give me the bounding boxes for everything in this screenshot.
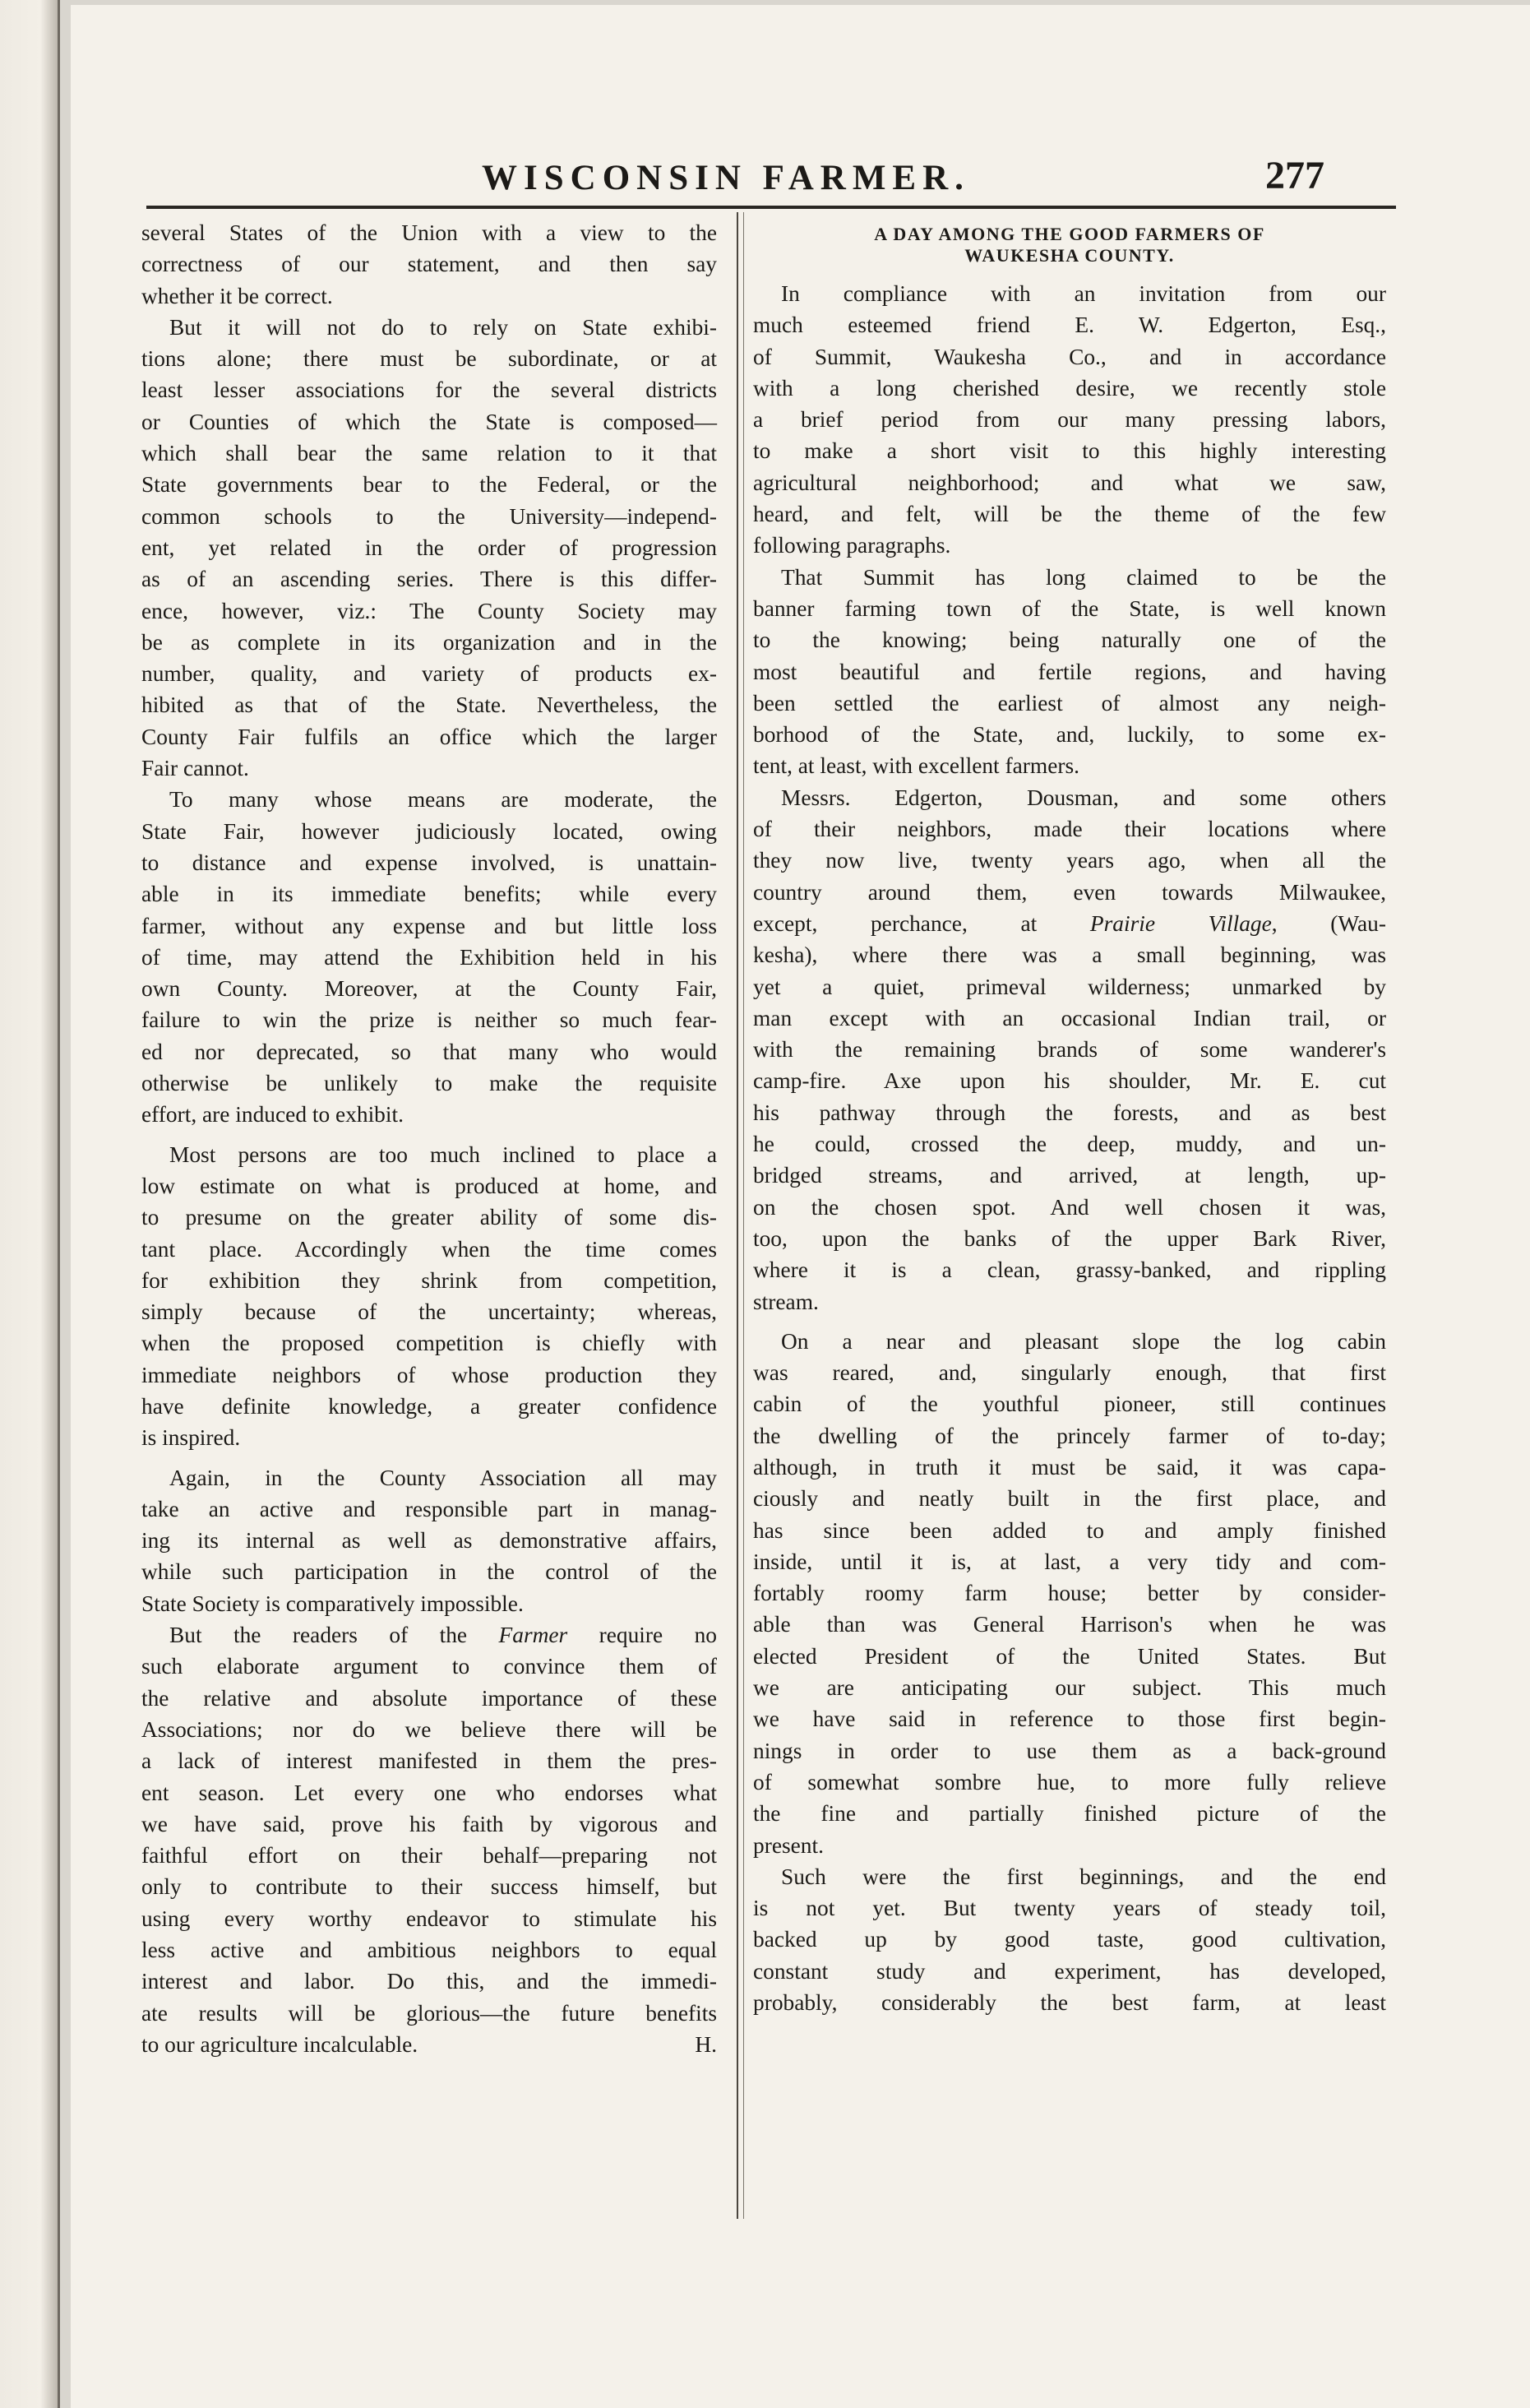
text-line: fortably roomy farm house; better by consider- xyxy=(753,1581,1386,1606)
article-headline: A DAY AMONG THE GOOD FARMERS OF xyxy=(874,224,1265,244)
text-line: stream. xyxy=(753,1289,819,1314)
paragraph-gap xyxy=(141,1131,717,1139)
text-line: a lack of interest manifested in them the pres- xyxy=(141,1748,717,1774)
text-line: take an active and responsible part in manag- xyxy=(141,1496,717,1521)
text-line: State Fair, however judiciously located, owing xyxy=(141,818,717,844)
text-line: ent, yet related in the order of progression xyxy=(141,535,717,560)
text-line: we are anticipating our subject. This much xyxy=(753,1675,1386,1701)
text-line: interest and labor. Do this, and the immedi- xyxy=(141,1969,717,1994)
text-line: State Society is comparatively impossible. xyxy=(141,1591,524,1616)
text-line: we have said, prove his faith by vigorous and xyxy=(141,1811,717,1836)
text-line: nings in order to use them as a back-ground xyxy=(753,1738,1386,1763)
text-line: present. xyxy=(753,1832,824,1858)
text-line: man except with an occasional Indian trail, or xyxy=(753,1005,1386,1030)
text-line: failure to win the prize is neither so much fear- xyxy=(141,1007,717,1033)
text-line: effort, are induced to exhibit. xyxy=(141,1102,404,1128)
text-line: been settled the earliest of almost any neigh- xyxy=(753,690,1386,715)
text-line: much esteemed friend E. W. Edgerton, Esq., xyxy=(753,313,1386,338)
text-line: To many whose means are moderate, the xyxy=(169,787,717,813)
text-line: whether it be correct. xyxy=(141,283,333,308)
column-divider xyxy=(737,212,738,2219)
text-line: on the chosen spot. And well chosen it was, xyxy=(753,1194,1386,1220)
text-line: agricultural neighborhood; and what we saw, xyxy=(753,470,1386,495)
text-line: have definite knowledge, a greater confidence xyxy=(141,1393,717,1419)
text-line: using every worthy endeavor to stimulate his xyxy=(141,1906,717,1931)
text-line: where it is a clean, grassy-banked, and rippling xyxy=(753,1257,1386,1283)
text-line: was reared, and, singularly enough, that first xyxy=(753,1360,1386,1386)
text-line: his pathway through the forests, and as best xyxy=(753,1100,1386,1125)
text-line-content: to our agriculture incalculable. xyxy=(141,2031,418,2057)
text-line: Associations; nor do we believe there will be xyxy=(141,1716,717,1742)
column-divider-inner xyxy=(743,212,744,2219)
text-line: the relative and absolute importance of these xyxy=(141,1685,717,1711)
text-line: ing its internal as well as demonstrative affairs, xyxy=(141,1528,717,1554)
text-line: Most persons are too much inclined to place a xyxy=(169,1141,717,1167)
text-line: to presume on the greater ability of some dis- xyxy=(141,1205,717,1230)
text-line: most beautiful and fertile regions, and having xyxy=(753,659,1386,684)
text-line: too, upon the banks of the upper Bark River, xyxy=(753,1225,1386,1251)
article-body xyxy=(753,278,1386,2018)
text-line: On a near and pleasant slope the log cabin xyxy=(781,1328,1386,1354)
previous-page-edge xyxy=(0,0,60,2408)
text-line: we have said in reference to those first begin- xyxy=(753,1706,1386,1732)
text-line: borhood of the State, and, luckily, to some ex- xyxy=(753,722,1386,748)
text-line: hibited as that of the State. Nevertheless, the xyxy=(141,692,717,718)
text-line: while such participation in the control of the xyxy=(141,1559,717,1585)
text-line: such elaborate argument to convince them of xyxy=(141,1654,717,1679)
left-column-text xyxy=(141,217,717,2060)
text-line: farmer, without any expense and but little loss xyxy=(141,913,717,938)
text-line: tions alone; there must be subordinate, or at xyxy=(141,346,717,372)
text-line: But it will not do to rely on State exhibi- xyxy=(169,314,717,340)
text-line: otherwise be unlikely to make the requisite xyxy=(141,1071,717,1096)
text-line: they now live, twenty years ago, when all the xyxy=(753,848,1386,873)
text-line: kesha), where there was a small beginning, was xyxy=(753,942,1386,968)
text-line: less active and ambitious neighbors to equal xyxy=(141,1938,717,1963)
text-line: low estimate on what is produced at home, and xyxy=(141,1173,717,1198)
text-line: when the proposed competition is chiefly with xyxy=(141,1331,717,1356)
text-line: although, in truth it must be said, it was capa- xyxy=(753,1454,1386,1480)
text-line: following paragraphs. xyxy=(753,533,951,558)
text-line: with the remaining brands of some wanderer's xyxy=(753,1037,1386,1063)
text-line: camp-fire. Axe upon his shoulder, Mr. E. cut xyxy=(753,1068,1386,1094)
text-line: has since been added to and amply finished xyxy=(753,1517,1386,1543)
text-line: the fine and partially finished picture of the xyxy=(753,1801,1386,1827)
text-line: tent, at least, with excellent farmers. xyxy=(753,753,1080,779)
text-line: Again, in the County Association all may xyxy=(169,1465,717,1490)
text-line: the dwelling of the princely farmer of to-day; xyxy=(753,1423,1386,1448)
text-line: to the knowing; being naturally one of the xyxy=(753,627,1386,653)
text-line: inside, until it is, at last, a very tidy and com- xyxy=(753,1549,1386,1574)
text-line: elected President of the United States. But xyxy=(753,1643,1386,1669)
text-line: heard, and felt, will be the theme of the few xyxy=(753,502,1386,527)
text-line: able than was General Harrison's when he was xyxy=(753,1612,1386,1637)
header-rule xyxy=(146,206,1396,209)
text-line: County Fair fulfils an office which the larger xyxy=(141,724,717,749)
text-line: common schools to the University—independ- xyxy=(141,503,717,529)
text-line: which shall bear the same relation to it that xyxy=(141,441,717,466)
text-line: Such were the first beginnings, and the end xyxy=(781,1864,1386,1889)
text-line: except, perchance, at Prairie Village, (Wau- xyxy=(753,910,1387,936)
running-title: WISCONSIN FARMER. xyxy=(482,159,970,197)
text-line: is not yet. But twenty years of steady toil, xyxy=(753,1896,1386,1921)
page-header xyxy=(71,154,1530,207)
text-line: ate results will be glorious—the future benefits xyxy=(141,2000,717,2026)
text-line: able in its immediate benefits; while every xyxy=(141,882,717,907)
text-line: State governments bear to the Federal, or the xyxy=(141,472,717,498)
text-line: only to contribute to their success himself, but xyxy=(141,1874,717,1900)
text-line: country around them, even towards Milwaukee, xyxy=(753,879,1386,905)
text-line: That Summit has long claimed to be the xyxy=(781,564,1386,590)
author-signature: H. xyxy=(695,2031,717,2057)
text-line: constant study and experiment, has developed, xyxy=(753,1958,1386,1984)
text-line: of somewhat sombre hue, to more fully relieve xyxy=(753,1769,1386,1794)
text-line: ed nor deprecated, so that many who would xyxy=(141,1039,717,1064)
article-headline-subtitle: WAUKESHA COUNTY. xyxy=(964,245,1175,266)
text-line: backed up by good taste, good cultivation, xyxy=(753,1927,1386,1952)
text-line: immediate neighbors of whose production they xyxy=(141,1362,717,1387)
text-line: be as complete in its organization and in the xyxy=(141,629,717,655)
text-line: cabin of the youthful pioneer, still continues xyxy=(753,1392,1386,1417)
text-line: faithful effort on their behalf—preparing not xyxy=(141,1843,717,1869)
page-number: 277 xyxy=(1265,154,1324,197)
right-column-article xyxy=(753,217,1386,2018)
text-line: least lesser associations for the several districts xyxy=(141,377,717,403)
text-line: tant place. Accordingly when the time comes xyxy=(141,1236,717,1262)
book-page xyxy=(71,5,1530,2408)
text-line: But the readers of the Farmer require no xyxy=(169,1623,717,1648)
text-line: number, quality, and variety of products ex- xyxy=(141,661,717,687)
text-line: Messrs. Edgerton, Dousman, and some others xyxy=(781,785,1386,810)
text-line: of their neighbors, made their locations where xyxy=(753,817,1386,842)
text-line: for exhibition they shrink from competition, xyxy=(141,1267,717,1293)
text-line: ciously and neatly built in the first place, and xyxy=(753,1486,1386,1512)
text-line: as of an ascending series. There is this differ- xyxy=(141,567,717,592)
text-line: to make a short visit to this highly interesting xyxy=(753,438,1386,464)
text-line: correctness of our statement, and then say xyxy=(141,252,717,277)
paragraph-gap xyxy=(141,1454,717,1462)
text-line: is inspired. xyxy=(141,1425,241,1451)
text-line: of time, may attend the Exhibition held in his xyxy=(141,944,717,970)
text-line: Fair cannot. xyxy=(141,756,249,781)
text-line: several States of the Union with a view to the xyxy=(141,220,717,245)
text-line: he could, crossed the deep, muddy, and un- xyxy=(753,1132,1386,1157)
text-line: own County. Moreover, at the County Fair, xyxy=(141,976,717,1002)
text-line: with a long cherished desire, we recently stole xyxy=(753,375,1386,401)
text-line: banner farming town of the State, is well known xyxy=(753,595,1386,621)
text-line: probably, considerably the best farm, at least xyxy=(753,1990,1386,2016)
text-line: a brief period from our many pressing labors, xyxy=(753,407,1386,433)
text-line: to distance and expense involved, is unattain- xyxy=(141,850,717,875)
text-line xyxy=(141,2029,717,2060)
text-line: bridged streams, and arrived, at length, up- xyxy=(753,1163,1386,1188)
text-line: yet a quiet, primeval wilderness; unmarked by xyxy=(753,974,1386,999)
text-line: of Summit, Waukesha Co., and in accordance xyxy=(753,344,1386,369)
text-line: simply because of the uncertainty; whereas, xyxy=(141,1299,717,1325)
text-line: ence, however, viz.: The County Society may xyxy=(141,598,717,623)
text-line: In compliance with an invitation from our xyxy=(781,281,1386,306)
text-line: or Counties of which the State is composed— xyxy=(141,409,717,434)
paragraph-gap xyxy=(753,1317,1386,1326)
text-line: ent season. Let every one who endorses what xyxy=(141,1780,717,1805)
